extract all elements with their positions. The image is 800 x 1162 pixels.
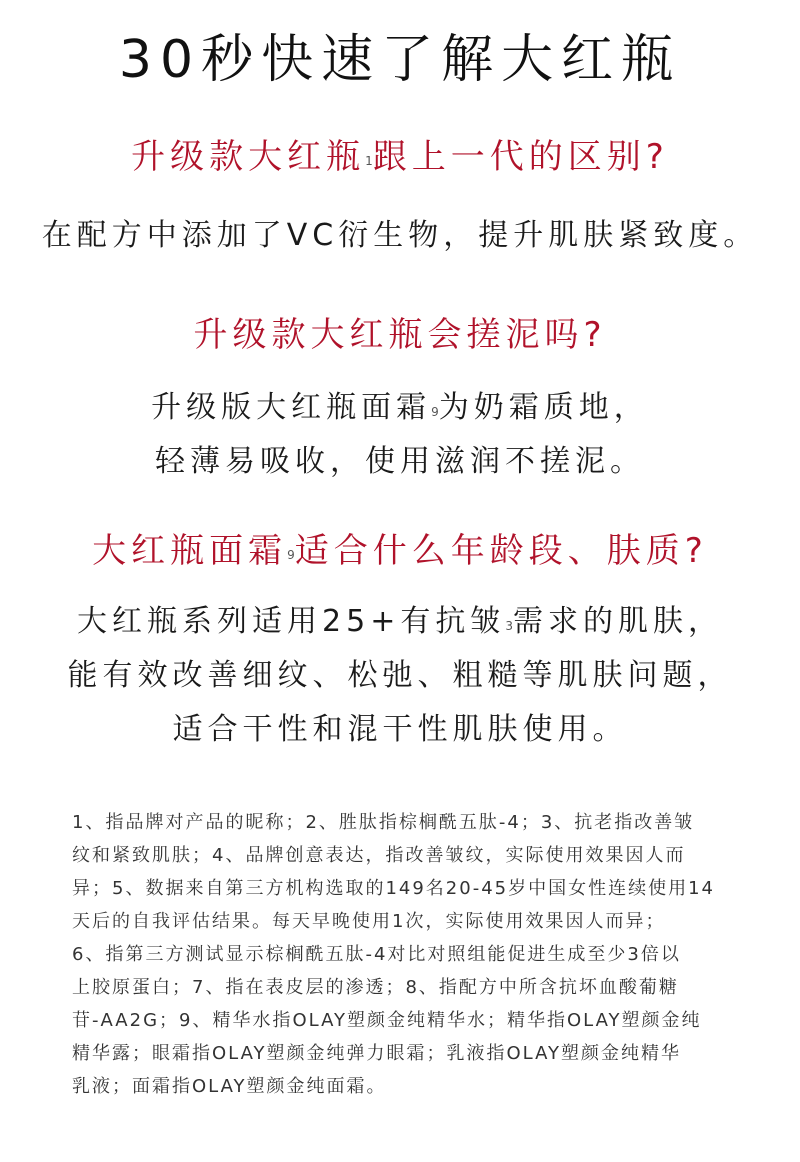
footnote-line: 纹和紧致肌肤；4、品牌创意表达，指改善皱纹，实际使用效果因人而 — [72, 845, 686, 866]
question-3 — [0, 526, 800, 576]
answer-1: 在配方中添加了VC衍生物，提升肌肤紧致度。 — [41, 218, 759, 253]
footnote-line: 上胶原蛋白；7、指在表皮层的渗透；8、指配方中所含抗坏血酸葡糖 — [72, 977, 679, 998]
question-1 — [0, 132, 800, 182]
answer-2-text-start: 升级版大红瓶面霜 — [151, 390, 432, 425]
answer-2-text-end: 为奶霜质地， — [438, 390, 649, 425]
answer-3-line-2: 能有效改善细纹、松弛、粗糙等肌肤问题， — [67, 658, 733, 693]
answer-3-text-end: 需求的肌肤， — [512, 604, 723, 639]
question-1-text-start: 升级款大红瓶 — [131, 137, 366, 177]
question-2: 升级款大红瓶会搓泥吗? — [193, 315, 607, 355]
footnote-line: 1、指品牌对产品的昵称；2、胜肽指棕榈酰五肽-4；3、抗老指改善皱 — [72, 812, 695, 833]
footnote-line: 天后的自我评估结果。每天早晚使用1次，实际使用效果因人而异； — [72, 911, 666, 932]
footnote-line: 苷-AA2G；9、精华水指OLAY塑颜金纯精华水；精华指OLAY塑颜金纯 — [72, 1010, 702, 1031]
answer-3-line-3: 适合干性和混干性肌肤使用。 — [172, 712, 628, 747]
answer-3-line-1 — [0, 594, 800, 650]
answer-3-text-start: 大红瓶系列适用25+有抗皱 — [77, 604, 506, 639]
footnote-marker: 3 — [505, 619, 513, 633]
footnote-line: 异；5、数据来自第三方机构选取的149名20-45岁中国女性连续使用14 — [72, 878, 716, 899]
footnote-line: 精华露；眼霜指OLAY塑颜金纯弹力眼霜；乳液指OLAY塑颜金纯精华 — [72, 1043, 682, 1064]
question-3-text-end: 适合什么年龄段、肤质? — [294, 531, 708, 571]
footnotes — [72, 806, 752, 1103]
footnote-marker: 9 — [287, 548, 295, 562]
answer-2-line-1 — [0, 380, 800, 436]
footnote-marker: 1 — [365, 154, 373, 168]
question-3-text-start: 大红瓶面霜 — [92, 531, 288, 571]
question-1-text-end: 跟上一代的区别? — [372, 137, 669, 177]
footnote-marker: 9 — [431, 405, 439, 419]
page-title: 30秒快速了解大红瓶 — [118, 30, 682, 90]
footnote-line: 乳液；面霜指OLAY塑颜金纯面霜。 — [72, 1076, 387, 1097]
footnote-line: 6、指第三方测试显示棕榈酰五肽-4对比对照组能促进生成至少3倍以 — [72, 944, 681, 965]
answer-2-line-2: 轻薄易吸收，使用滋润不搓泥。 — [155, 444, 645, 479]
